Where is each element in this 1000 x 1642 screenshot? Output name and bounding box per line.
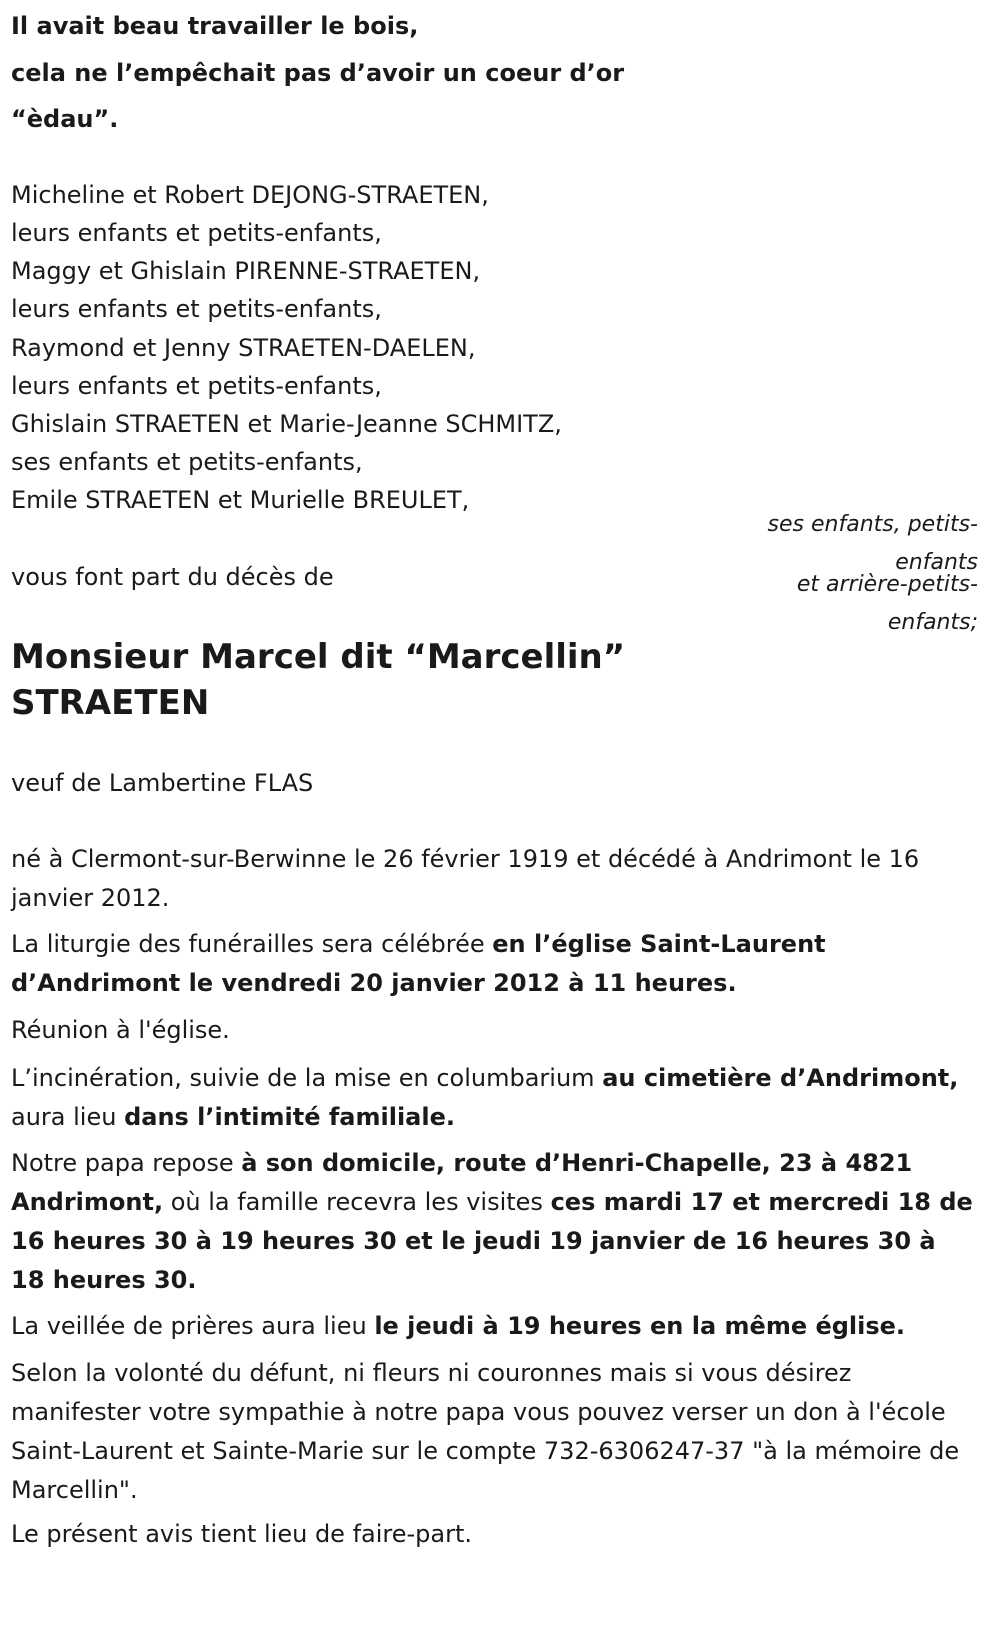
reunion-line: Réunion à l'église. — [11, 1016, 230, 1044]
repose-bold-2: ces mardi 17 et mercredi 18 de 16 heures 30 à 19 heures 30 et le jeudi 19 janvier de 16 heures 30 à 18 heures 30. — [11, 1188, 973, 1294]
repose-bold-1: à son domicile, route d’Henri-Chapelle, 23 à 4821 Andrimont, — [11, 1149, 913, 1216]
epigraph-line-1: Il avait beau travailler le bois, — [11, 12, 419, 40]
liturgy-bold: en l’église Saint-Laurent d’Andrimont le vendredi 20 janvier 2012 à 11 heures. — [11, 930, 826, 997]
vigil-bold: le jeudi à 19 heures en la même église. — [374, 1312, 906, 1340]
side-note-line: et arrière-petits- — [796, 572, 978, 597]
liturgy-text: La liturgie des funérailles sera célébrée — [11, 930, 493, 958]
cremation-paragraph — [11, 1059, 976, 1137]
side-note-line: enfants; — [887, 610, 978, 635]
donation-paragraph: Selon la volonté du défunt, ni fleurs ni couronnes mais si vous désirez manifester votre sympathie à notre papa vous pouvez verser un don à l'école Saint-Laurent et Sainte-Marie sur le compte 732-6306247-37 "à la mémoire de Marcellin". — [11, 1359, 960, 1504]
epigraph-line-2: cela ne l’empêchait pas d’avoir un coeur d’or — [11, 59, 625, 87]
cremation-text-2: aura lieu — [11, 1103, 125, 1131]
cremation-bold-2: dans l’intimité familiale. — [124, 1103, 455, 1131]
deceased-surname: STRAETEN — [11, 683, 210, 723]
cremation-bold-1: au cimetière d’Andrimont, — [602, 1064, 959, 1092]
side-note-line: enfants — [895, 550, 978, 575]
family-line: Micheline et Robert DEJONG-STRAETEN, — [11, 181, 489, 209]
family-line: ses enfants et petits-enfants, — [11, 448, 363, 476]
family-line: Ghislain STRAETEN et Marie-Jeanne SCHMITZ, — [11, 410, 562, 438]
family-line: leurs enfants et petits-enfants, — [11, 219, 382, 247]
repose-paragraph — [11, 1144, 976, 1300]
side-note-line: ses enfants, petits- — [767, 512, 978, 537]
family-line: Emile STRAETEN et Murielle BREULET, — [11, 486, 470, 514]
repose-text-1: Notre papa repose — [11, 1149, 242, 1177]
birth-death-paragraph: né à Clermont-sur-Berwinne le 26 février 1919 et décédé à Andrimont le 16 janvier 2012. — [11, 845, 920, 912]
widower-line: veuf de Lambertine FLAS — [11, 769, 314, 797]
family-line: Raymond et Jenny STRAETEN-DAELEN, — [11, 334, 476, 362]
deceased-name: Monsieur Marcel dit “Marcellin” — [11, 637, 626, 677]
family-line: Maggy et Ghislain PIRENNE-STRAETEN, — [11, 257, 481, 285]
closing-line: Le présent avis tient lieu de faire-part. — [11, 1520, 473, 1548]
family-line: leurs enfants et petits-enfants, — [11, 295, 382, 323]
vigil-text: La veillée de prières aura lieu — [11, 1312, 375, 1340]
repose-text-2: où la famille recevra les visites — [163, 1188, 551, 1216]
cremation-text-1: L’incinération, suivie de la mise en columbarium — [11, 1064, 603, 1092]
liturgy-paragraph — [11, 925, 976, 1003]
announcement: vous font part du décès de — [11, 563, 334, 591]
epigraph-line-3: “èdau”. — [11, 105, 119, 133]
family-line: leurs enfants et petits-enfants, — [11, 372, 382, 400]
vigil-paragraph — [11, 1307, 976, 1346]
